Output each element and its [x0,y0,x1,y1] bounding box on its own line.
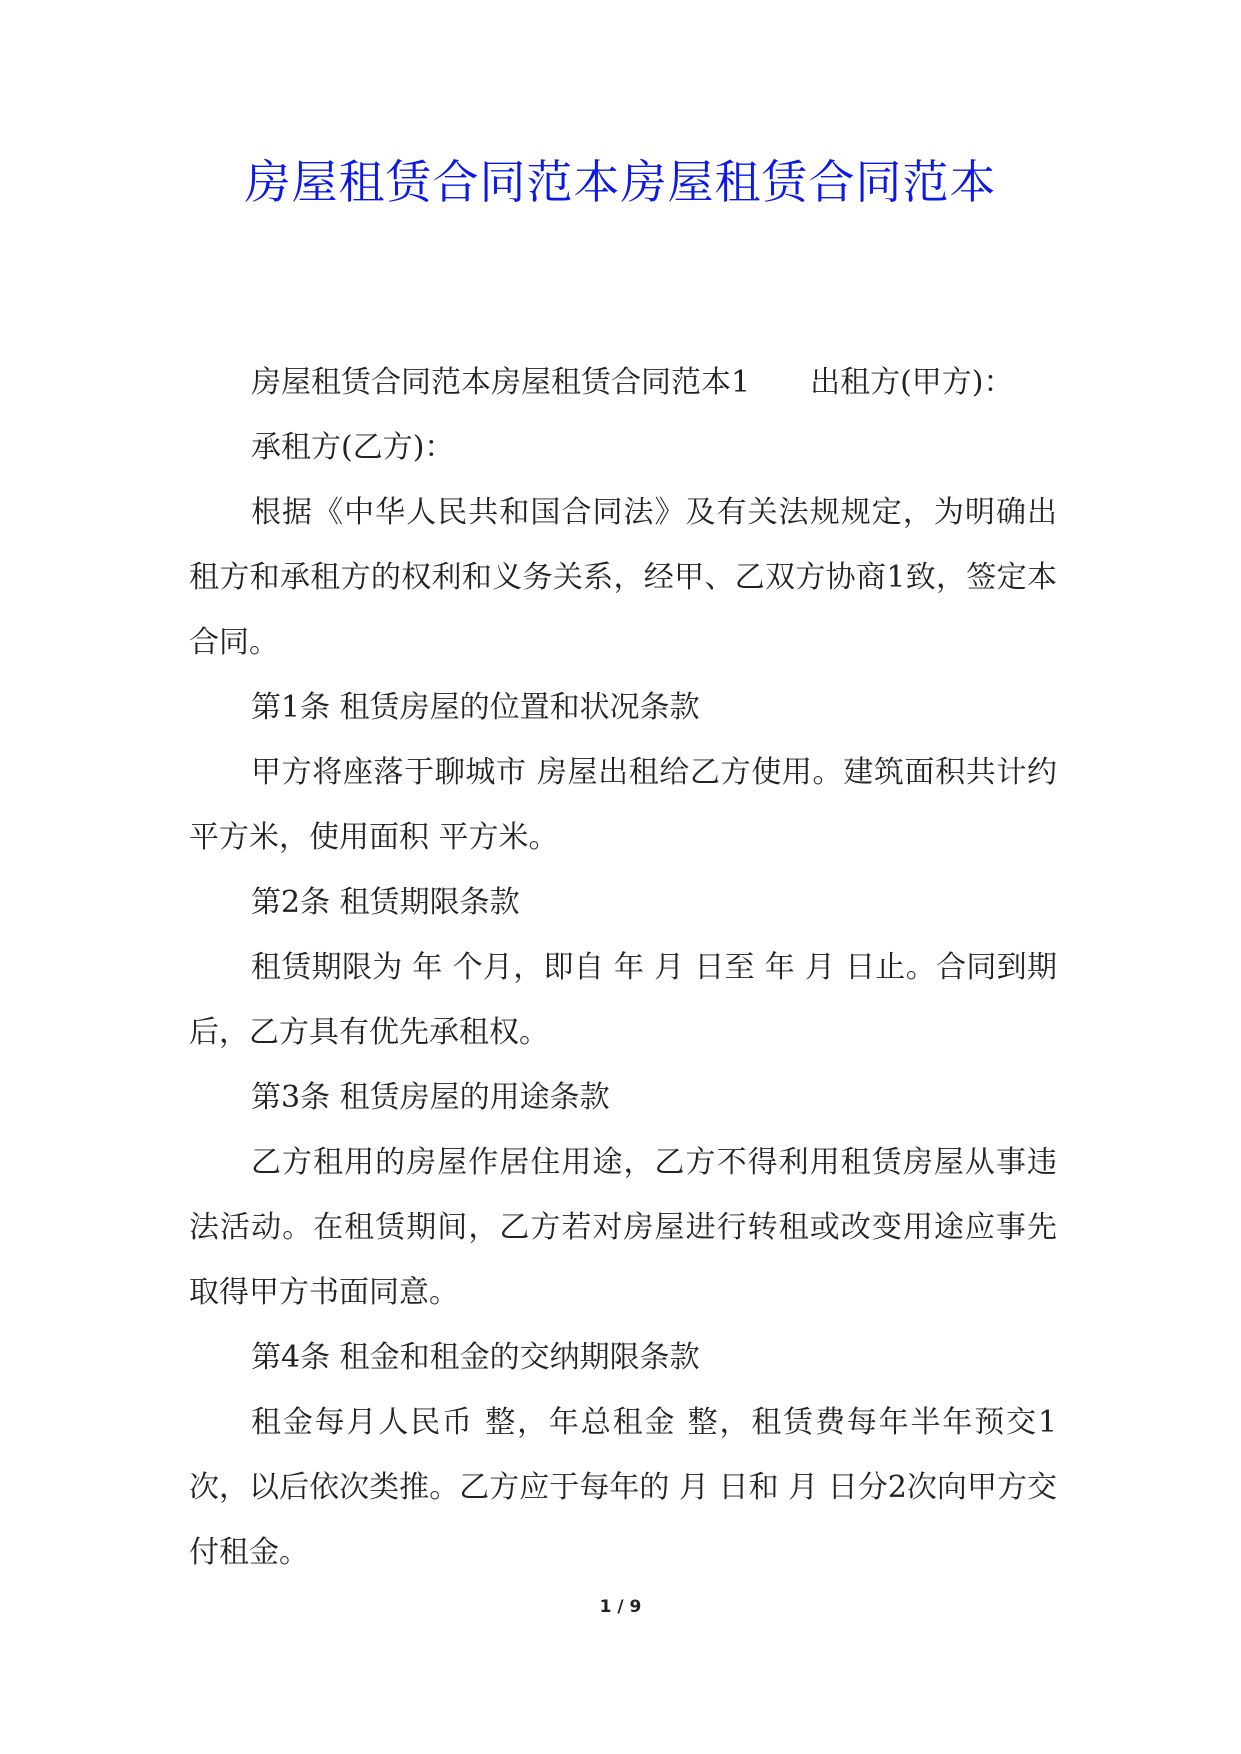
document-title: 房屋租赁合同范本房屋租赁合同范本 [244,155,997,209]
paragraph: 甲方将座落于聊城市 房屋出租给乙方使用。建筑面积共计约 平方米，使用面积 平方米。 [189,755,1057,855]
intro-line [189,350,1057,415]
paragraph: 承租方(乙方)： [251,430,455,465]
clause-heading: 第3条 租赁房屋的用途条款 [251,1080,610,1115]
paragraph: 租赁期限为 年 个月，即自 年 月 日至 年 月 日止。合同到期后，乙方具有优先承租权。 [189,950,1057,1050]
lessor-label: 出租方(甲方)： [810,365,1014,400]
intro-heading: 房屋租赁合同范本房屋租赁合同范本1 [251,365,751,400]
clause-heading: 第4条 租金和租金的交纳期限条款 [251,1340,700,1375]
document-body [189,350,1057,1585]
clause-heading: 第1条 租赁房屋的位置和状况条款 [251,690,700,725]
page-number: 1 / 9 [599,1597,642,1617]
paragraph: 乙方租用的房屋作居住用途，乙方不得利用租赁房屋从事违法活动。在租赁期间，乙方若对房屋进行转租或改变用途应事先取得甲方书面同意。 [189,1145,1057,1310]
clause-heading: 第2条 租赁期限条款 [251,885,520,920]
paragraph: 租金每月人民币 整，年总租金 整，租赁费每年半年预交1次，以后依次类推。乙方应于每年的 月 日和 月 日分2次向甲方交付租金。 [189,1405,1057,1570]
paragraph: 根据《中华人民共和国合同法》及有关法规规定，为明确出租方和承租方的权利和义务关系，经甲、乙双方协商1致，签定本合同。 [189,495,1057,660]
